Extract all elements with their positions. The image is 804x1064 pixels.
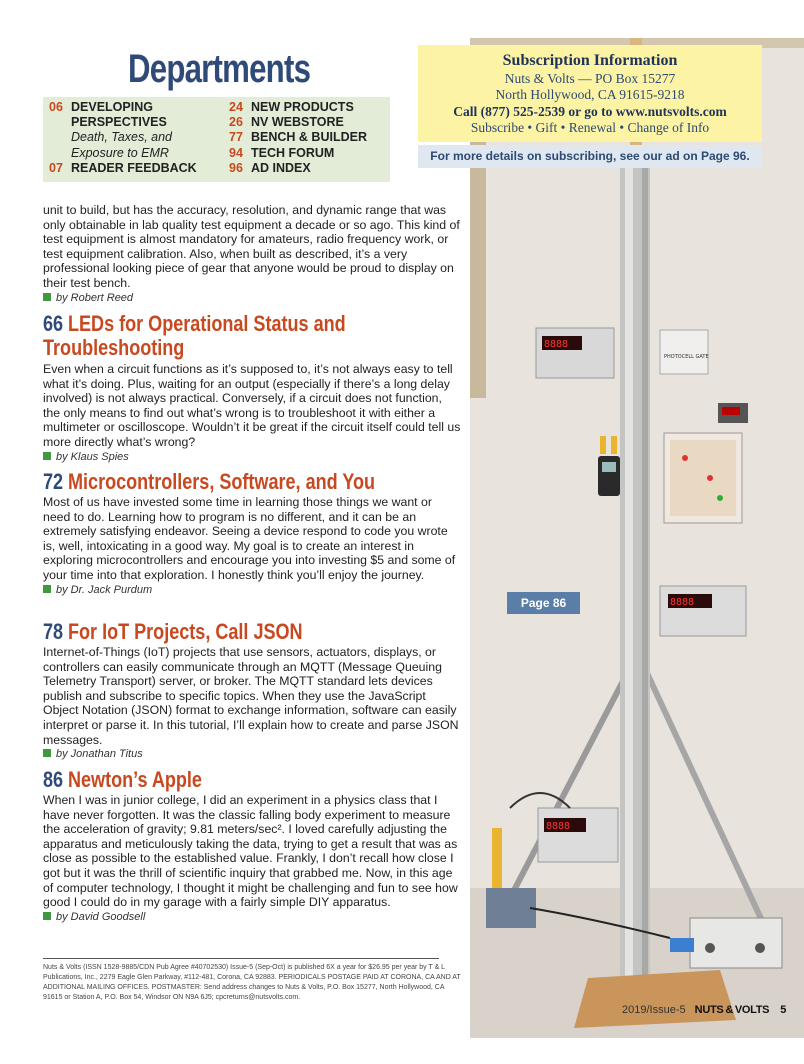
dept-item[interactable]: 77 BENCH & BUILDER <box>229 130 367 145</box>
departments-col-1 <box>49 100 239 176</box>
article-title-line-2[interactable]: Troubleshooting <box>43 335 185 360</box>
article-byline: by David Goodsell <box>43 910 461 924</box>
footer-divider <box>43 958 439 959</box>
bullet-square-icon <box>43 293 51 301</box>
page-86-callout[interactable]: Page 86 <box>507 592 580 614</box>
article-86 <box>43 768 461 924</box>
article-title[interactable]: 86 Newton’s Apple <box>43 767 202 792</box>
page-number: 5 <box>780 1004 787 1016</box>
dept-item[interactable]: 07 READER FEEDBACK <box>49 160 197 175</box>
article-text: Even when a circuit functions as it’s supposed to, it’s not always easy to tell what it’s doing. Plus, waiting for an output (especially if there’s a long delay involved) is not always practical. Conversely, if a circuit does not function, the only means to find out what’s wrong is to troubleshoot it with either a multimeter or oscilloscope. Wouldn’t it be great if the circuit itself could tell us more directly what’s wrong? <box>43 362 461 449</box>
bullet-square-icon <box>43 452 51 460</box>
dept-item[interactable]: 06 DEVELOPING <box>49 100 153 114</box>
dept-subtitle: Exposure to EMR <box>71 145 169 160</box>
article-title[interactable]: 72 Microcontrollers, Software, and You <box>43 469 376 494</box>
article-text: When I was in junior college, I did an experiment in a physics class that I have never forgotten. It was the classic falling body experiment to measure the acceleration of gravity; 9.81 meters/sec². I loved carefully adjusting the apparatus and meticulously taking the data, trying to get a result that was as close as possible to the established value. Frankly, I don’t recall how close I got but it was the thrill of scientific inquiry that grabbed me. Now, in this age of computer technology, I thought it might be challenging and fun to see how good I could do in my garage with a fairly simple DIY apparatus. <box>43 793 458 910</box>
timer-unit-top <box>536 328 614 378</box>
article-text: Internet-of-Things (IoT) projects that use sensors, actuators, displays, or controllers can easily communicate through an MQTT (Message Queuing Telemetry Transport) server, or broker. The MQTT standard lets devices publish and subscribe to specific topics. When they use the JavaScript Object Notation (JSON) format to exchange information, software can easily interpret or parse it. In this tutorial, I’ll explain how to create and parse JSON messages. <box>43 645 459 747</box>
apparatus-illustration <box>470 38 804 1038</box>
article-78 <box>43 620 461 761</box>
departments-box <box>43 97 390 182</box>
article-byline: by Dr. Jack Purdum <box>43 583 461 597</box>
dept-item[interactable]: 94 TECH FORUM <box>229 145 335 160</box>
article-text: Most of us have invested some time in learning those things we want or need to do. Learning how to program is no different, and it can be an extremely satisfying endeavor. Seeing a device respond to code you wrote is, well, intoxicating in a good way. My goal is to create an interest in exploring microcontrollers and encourage you into investing $5 and some of your time into that exploration. I honestly think you’ll enjoy the journey. <box>43 495 456 582</box>
subscription-address-2: North Hollywood, CA 91615-9218 <box>495 87 685 102</box>
article-byline: by Jonathan Titus <box>43 747 461 761</box>
article-title[interactable]: 78 For IoT Projects, Call JSON <box>43 619 303 644</box>
legal-notice: Nuts & Volts (ISSN 1528-9885/CDN Pub Agree #40702530) Issue-5 (Sep-Oct) is published 6X a year for $26.95 per year by T & L Publications, Inc., 2279 Eagle Glen Parkway, #112-481, Corona, CA 92883. PERIODICALS POSTAGE PAID AT CORONA, CA AND AT ADDITIONAL MAILING OFFICES. POSTMASTER: Send address changes to Nuts & Volts, P.O. Box 15277, North Hollywood, CA 91615 or Station A, P.O. Box 54, Windsor ON N9A 6J5; cpcreturns@nutsvolts.com. <box>43 964 461 1001</box>
dept-item[interactable]: 96 AD INDEX <box>229 160 311 175</box>
article-byline: by Klaus Spies <box>43 450 461 464</box>
subscription-title: Subscription Information <box>502 52 678 69</box>
dept-item[interactable]: 24 NEW PRODUCTS <box>229 100 354 114</box>
intro-byline: by Robert Reed <box>43 291 461 305</box>
intro-text: unit to build, but has the accuracy, resolution, and dynamic range that was only obtainable in lab quality test equipment a decade or so ago. This kind of test equipment is almost mandatory for amateurs, radio frequency work, or test equipment calibration. Also, when built as described, it’s a very professional looking piece of gear that anyone would be proud to display on their test bench. <box>43 203 460 290</box>
dept-item[interactable]: 26 NV WEBSTORE <box>229 115 344 130</box>
article-72 <box>43 470 461 597</box>
article-title[interactable]: 66 LEDs for Operational Status and <box>43 311 346 336</box>
dept-subtitle: Death, Taxes, and <box>71 130 172 145</box>
subscription-box <box>418 45 762 142</box>
intro-block <box>43 203 461 305</box>
bullet-square-icon <box>43 585 51 593</box>
bullet-square-icon <box>43 749 51 757</box>
subscription-options[interactable]: Subscribe • Gift • Renewal • Change of Info <box>470 120 710 135</box>
apparatus-photo <box>470 38 804 1038</box>
svg-text:8888: 8888 <box>544 339 569 350</box>
magazine-brand: NUTS & VOLTS <box>694 1004 770 1016</box>
subscription-call-link[interactable]: Call (877) 525-2539 or go to www.nutsvolts.com <box>453 104 727 119</box>
dept-item[interactable]: PERSPECTIVES <box>71 115 167 130</box>
svg-text:PHOTOCELL GATE: PHOTOCELL GATE <box>664 354 709 360</box>
article-66 <box>43 312 461 464</box>
departments-col-2 <box>229 100 389 176</box>
issue-label: 2019/Issue-5 <box>622 1004 686 1016</box>
page-footer <box>622 1004 786 1016</box>
departments-title: Departments <box>128 47 311 91</box>
svg-text:8888: 8888 <box>546 821 571 832</box>
bullet-square-icon <box>43 912 51 920</box>
subscription-details: For more details on subscribing, see our ad on Page 96. <box>418 145 762 168</box>
subscription-address-1: Nuts & Volts — PO Box 15277 <box>504 71 676 86</box>
svg-text:8888: 8888 <box>670 597 695 608</box>
